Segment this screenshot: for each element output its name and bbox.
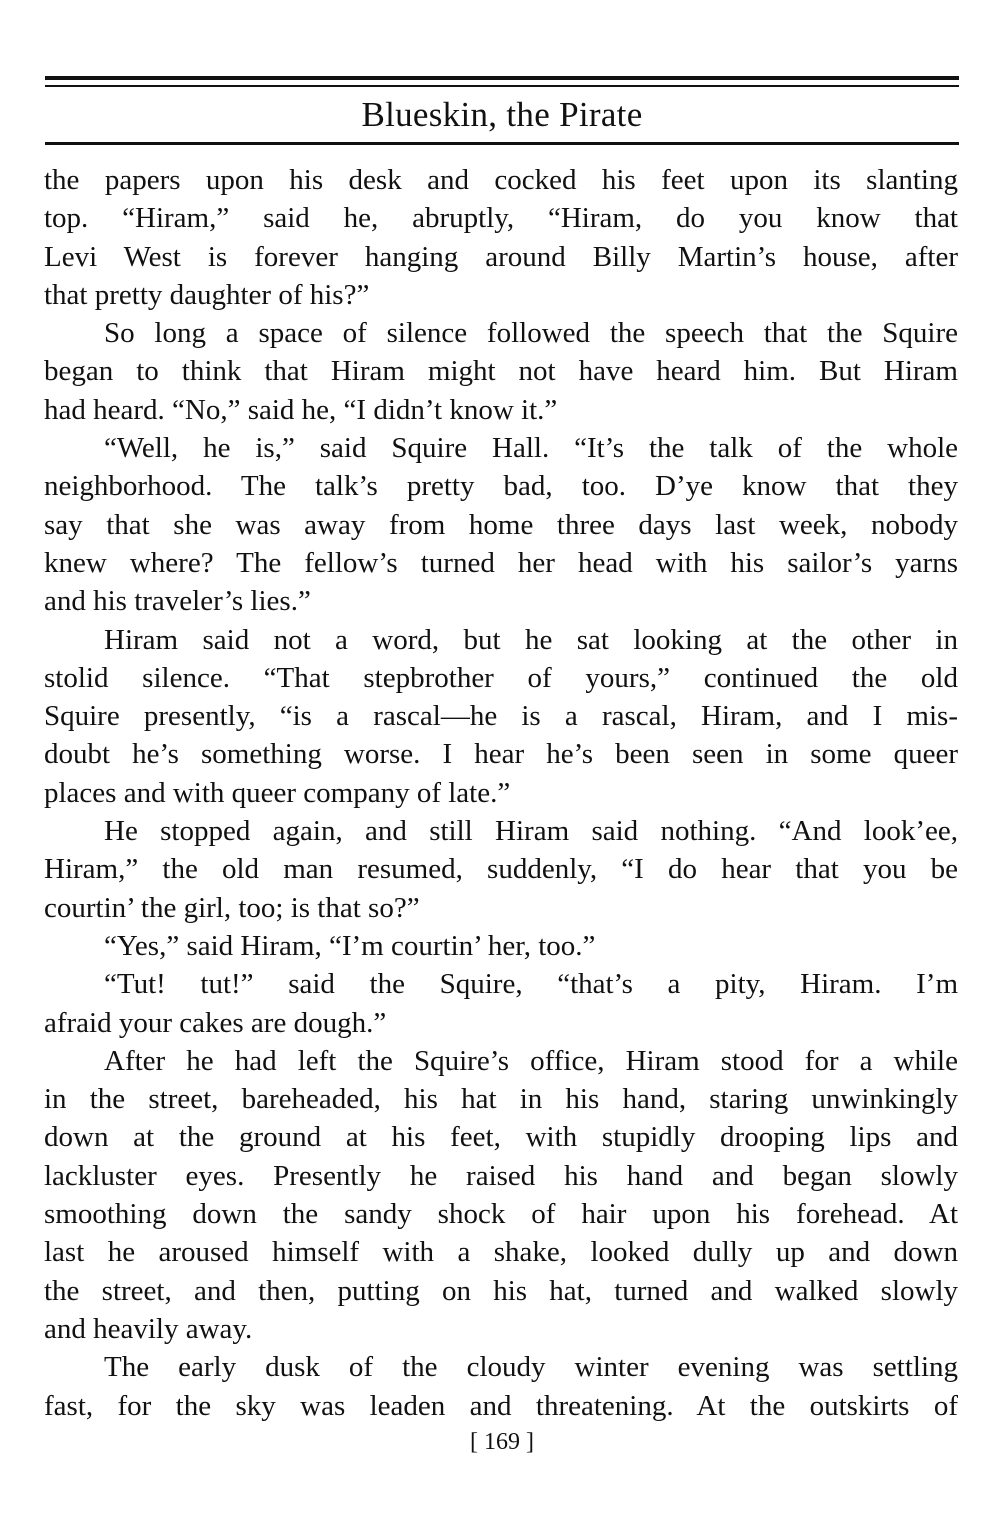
body-text <box>44 161 958 1425</box>
text-line: afraid your cakes are dough.” <box>44 1006 387 1039</box>
text-line: The early dusk of the cloudy winter evening was settling <box>104 1351 958 1384</box>
header-rule-bottom <box>45 142 959 145</box>
text-line: the papers upon his desk and cocked his feet upon its slanting <box>44 164 958 196</box>
text-line: that pretty daughter of his?” <box>44 278 370 311</box>
text-line: top. “Hiram,” said he, abruptly, “Hiram, do you know that <box>44 202 958 235</box>
text-line: neighborhood. The talk’s pretty bad, too. D’ye know that they <box>44 470 958 503</box>
running-title: Blueskin, the Pirate <box>361 95 643 134</box>
text-line: “Well, he is,” said Squire Hall. “It’s the talk of the whole <box>104 432 958 465</box>
text-line: fast, for the sky was leaden and threatening. At the outskirts of <box>44 1389 958 1422</box>
text-line: lackluster eyes. Presently he raised his hand and began slowly <box>44 1159 958 1192</box>
text-line: began to think that Hiram might not have heard him. But Hiram <box>44 355 958 388</box>
text-line: the street, and then, putting on his hat, turned and walked slowly <box>44 1274 958 1307</box>
text-line: last he aroused himself with a shake, looked dully up and down <box>44 1236 958 1269</box>
text-line: After he had left the Squire’s office, Hiram stood for a while <box>104 1044 958 1077</box>
text-line: in the street, bareheaded, his hat in his hand, staring unwinkingly <box>44 1083 958 1116</box>
text-line: and heavily away. <box>44 1312 253 1345</box>
text-line: and his traveler’s lies.” <box>44 585 311 618</box>
text-line: So long a space of silence followed the speech that the Squire <box>104 317 958 350</box>
text-line: down at the ground at his feet, with stupidly drooping lips and <box>44 1121 958 1154</box>
text-line: places and with queer company of late.” <box>44 776 511 809</box>
header-rule-thick <box>45 76 959 80</box>
text-line: Squire presently, “is a rascal—he is a rascal, Hiram, and I mis- <box>44 700 958 733</box>
text-line: “Yes,” said Hiram, “I’m courtin’ her, too.” <box>104 929 596 962</box>
text-line: say that she was away from home three days last week, nobody <box>44 508 958 541</box>
header-rule-thin <box>45 85 959 87</box>
text-line: knew where? The fellow’s turned her head with his sailor’s yarns <box>44 546 958 579</box>
text-line: “Tut! tut!” said the Squire, “that’s a pity, Hiram. I’m <box>104 968 958 1001</box>
page-number: [ 169 ] <box>470 1429 534 1455</box>
text-line: courtin’ the girl, too; is that so?” <box>44 891 420 924</box>
text-line: Levi West is forever hanging around Billy Martin’s house, after <box>44 240 958 273</box>
text-line: doubt he’s something worse. I hear he’s been seen in some queer <box>44 738 958 771</box>
text-line: Hiram,” the old man resumed, suddenly, “I do hear that you be <box>44 853 958 886</box>
text-line: smoothing down the sandy shock of hair upon his forehead. At <box>44 1198 958 1231</box>
text-line: stolid silence. “That stepbrother of yours,” continued the old <box>44 661 958 694</box>
text-line: had heard. “No,” said he, “I didn’t know it.” <box>44 393 558 426</box>
text-line: Hiram said not a word, but he sat looking at the other in <box>104 623 958 656</box>
text-line: He stopped again, and still Hiram said nothing. “And look’ee, <box>104 815 958 848</box>
